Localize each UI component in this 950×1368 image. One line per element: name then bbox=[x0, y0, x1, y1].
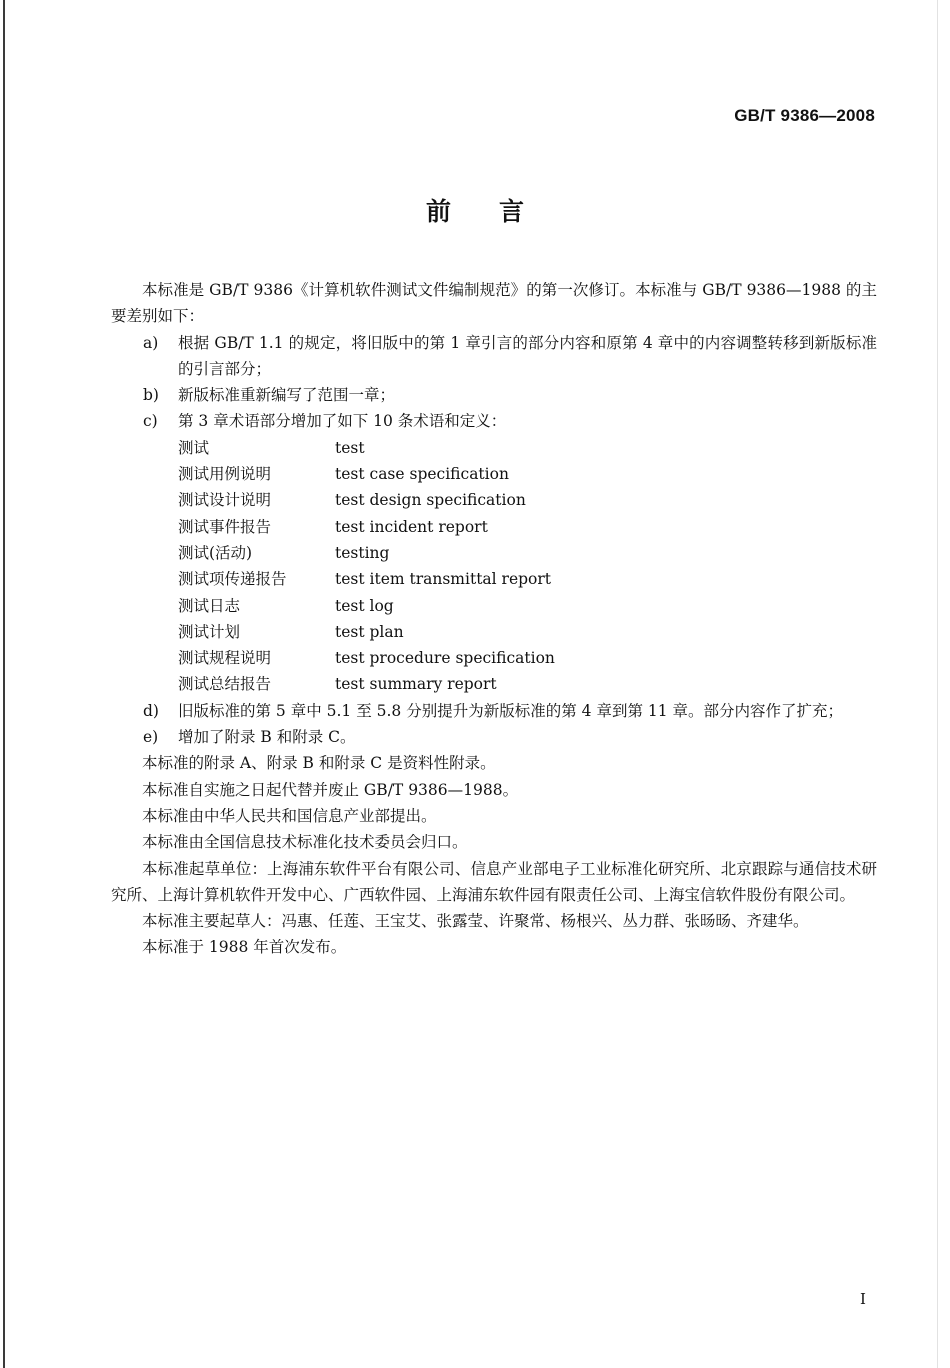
proposer-note: 本标准由中华人民共和国信息产业部提出。 bbox=[142, 806, 437, 825]
term-chinese: 测试项传递报告 bbox=[178, 570, 287, 589]
list-item-d bbox=[111, 698, 877, 724]
term-row bbox=[178, 619, 877, 645]
list-marker: c) bbox=[143, 412, 158, 431]
list-item-text: 旧版标准的第 5 章中 5.1 至 5.8 分别提升为新版标准的第 4 章到第 11 章。部分内容作了扩充； bbox=[178, 701, 844, 720]
term-table bbox=[178, 435, 877, 698]
term-chinese: 测试 bbox=[178, 438, 210, 457]
term-english: test summary report bbox=[335, 675, 497, 694]
list-marker: d) bbox=[143, 701, 159, 720]
term-english: test procedure specification bbox=[335, 649, 555, 668]
preface-body bbox=[111, 277, 877, 961]
drafting-units: 本标准起草单位：上海浦东软件平台有限公司、信息产业部电子工业标准化研究所、北京跟踪与通信技术研究所、上海计算机软件开发中心、广西软件园、上海浦东软件园有限责任公司、上海宝信软件股份有限公司。 bbox=[111, 859, 877, 904]
term-chinese: 测试计划 bbox=[178, 622, 241, 641]
list-item-e bbox=[111, 724, 877, 750]
term-chinese: 测试设计说明 bbox=[178, 491, 272, 510]
term-english: test bbox=[335, 438, 365, 457]
annex-note: 本标准的附录 A、附录 B 和附录 C 是资料性附录。 bbox=[142, 754, 496, 773]
term-english: test plan bbox=[335, 622, 404, 641]
term-english: test incident report bbox=[335, 517, 488, 536]
replacement-note: 本标准自实施之日起代替并废止 GB/T 9386—1988。 bbox=[142, 780, 519, 799]
term-row bbox=[178, 461, 877, 487]
term-chinese: 测试事件报告 bbox=[178, 517, 272, 536]
term-row bbox=[178, 566, 877, 592]
term-row bbox=[178, 435, 877, 461]
list-item-text: 增加了附录 B 和附录 C。 bbox=[178, 728, 356, 747]
term-english: test case specification bbox=[335, 465, 509, 484]
term-english: test design specification bbox=[335, 491, 526, 510]
page-number: I bbox=[860, 1290, 866, 1308]
list-item-text: 新版标准重新编写了范围一章； bbox=[178, 386, 396, 405]
committee-note: 本标准由全国信息技术标准化技术委员会归口。 bbox=[142, 833, 468, 852]
term-row bbox=[178, 514, 877, 540]
page-title: 前言 bbox=[425, 197, 572, 226]
term-english: testing bbox=[335, 543, 390, 562]
term-row bbox=[178, 645, 877, 671]
standard-number: GB/T 9386—2008 bbox=[734, 106, 875, 125]
list-item-text: 根据 GB/T 1.1 的规定，将旧版中的第 1 章引言的部分内容和原第 4 章中的内容调整转移到新版标准的引言部分； bbox=[178, 333, 877, 378]
list-marker: e) bbox=[143, 728, 159, 747]
term-chinese: 测试总结报告 bbox=[178, 675, 272, 694]
list-marker: b) bbox=[143, 386, 159, 405]
drafters: 本标准主要起草人：冯惠、任莲、王宝艾、张露莹、许聚常、杨根兴、丛力群、张旸旸、齐建华。 bbox=[142, 912, 809, 931]
term-chinese: 测试用例说明 bbox=[178, 465, 272, 484]
list-item-a bbox=[111, 330, 877, 383]
term-row bbox=[178, 540, 877, 566]
list-item-text: 第 3 章术语部分增加了如下 10 条术语和定义： bbox=[178, 412, 507, 431]
first-release-note: 本标准于 1988 年首次发布。 bbox=[142, 938, 347, 957]
intro-paragraph: 本标准是 GB/T 9386《计算机软件测试文件编制规范》的第一次修订。本标准与 GB/T 9386—1988 的主要差别如下： bbox=[111, 281, 877, 326]
term-row bbox=[178, 593, 877, 619]
list-marker: a) bbox=[143, 333, 159, 352]
term-chinese: 测试日志 bbox=[178, 596, 241, 615]
list-item-b bbox=[111, 382, 877, 408]
term-english: test log bbox=[335, 596, 394, 615]
term-row bbox=[178, 487, 877, 513]
term-chinese: 测试(活动) bbox=[178, 543, 253, 562]
term-row bbox=[178, 671, 877, 697]
term-chinese: 测试规程说明 bbox=[178, 649, 272, 668]
term-english: test item transmittal report bbox=[335, 570, 552, 589]
list-item-c bbox=[111, 408, 877, 434]
